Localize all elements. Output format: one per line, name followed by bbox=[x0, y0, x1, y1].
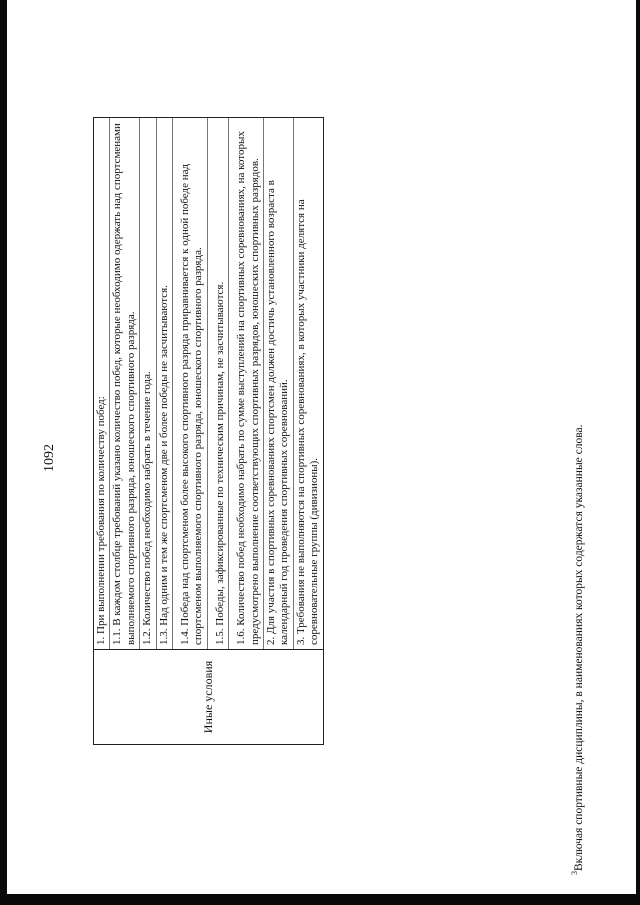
footnote bbox=[570, 424, 585, 875]
condition-item: 1.1. В каждом столбце требований указано количество побед, которые необходимо одержать над спортсменами выполняемого спортивного разряда, юношеского спортивного разряда. bbox=[110, 118, 140, 649]
condition-item: 1.2. Количество побед необходимо набрать в течение года. bbox=[140, 118, 156, 649]
conditions-cell bbox=[94, 118, 324, 650]
condition-item: 2. Для участия в спортивных соревнованиях спортсмен должен достичь установленного возраста в календарный год проведения спортивных соревнований. bbox=[264, 118, 294, 649]
condition-item: 1.6. Количество побед необходимо набрать по сумме выступлений на спортивных соревнованиях, на которых предусмотрено выполнение соответствующих спортивных разрядов, юношеских спортивных разрядов. bbox=[229, 118, 264, 649]
condition-item: 3. Требования не выполняются на спортивных соревнованиях, в которых участники делятся на соревновательные группы (дивизионы). bbox=[294, 199, 321, 645]
footnote-text: Включая спортивные дисциплины, в наименованиях которых содержатся указанные слова. bbox=[572, 424, 585, 871]
condition-item: 1. При выполнении требования по количеству побед: bbox=[94, 118, 110, 649]
footnote-marker: 3 bbox=[570, 871, 579, 875]
condition-item: 1.5. Победы, зафиксированные по техническим причинам, не засчитываются. bbox=[208, 118, 229, 649]
table-row bbox=[94, 118, 324, 745]
row-label: Иные условия bbox=[94, 650, 324, 745]
condition-item: 1.4. Победа над спортсменом более высокого спортивного разряда приравнивается к одной победе над спортсменом выполняемого спортивного разряда, юношеского спортивного разряда. bbox=[173, 118, 208, 649]
requirements-table bbox=[93, 117, 324, 745]
condition-item: 1.3. Над одним и тем же спортсменом две и более победы не засчитываются. bbox=[157, 118, 173, 649]
page-number: 1092 bbox=[42, 444, 57, 472]
